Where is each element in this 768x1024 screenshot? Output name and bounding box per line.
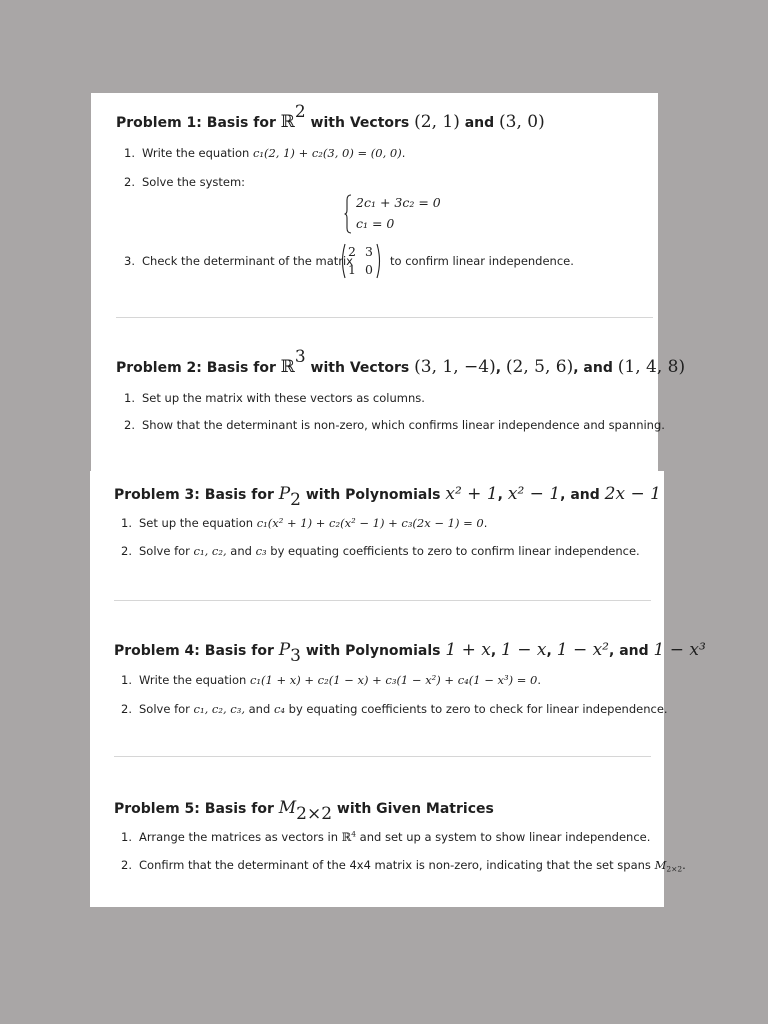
problem-5-step-1: 1. Arrange the matrices as vectors in ℝ$^4$ and set up a system to show linear independence. (121, 829, 651, 844)
problem-1-step-1: 1. Write the equation c₁(2, 1) + c₂(3, 0) = (0, 0). (124, 146, 406, 160)
matrix-cell: 2 (348, 244, 356, 259)
problem-5-heading: Problem 5: Basis for $M_{2\times 2}$ with Given Matrices (114, 798, 494, 824)
left-paren (339, 243, 346, 279)
right-paren (376, 243, 383, 279)
problem-1-step-3-continued: to confirm linear independence. (390, 254, 574, 268)
section-divider (114, 756, 651, 757)
problem-1-heading: Problem 1: Basis for ℝ$^2$ with Vectors (2, 1) and (3, 0) (116, 102, 545, 133)
problem-4-heading: Problem 4: Basis for $P_3$ with Polynomials 1 + x, 1 − x, 1 − x², and 1 − x³ (114, 640, 706, 666)
document-page-top (91, 93, 686, 471)
problem-2-heading: Problem 2: Basis for ℝ$^3$ with Vectors (3, 1, −4), (2, 5, 6), and (1, 4, 8) (116, 347, 686, 378)
equation-line-1: 2c₁ + 3c₂ = 0 (356, 195, 441, 210)
problem-1-step-3: 3. Check the determinant of the matrix (124, 254, 353, 268)
matrix-2x2 (339, 243, 383, 281)
problem-3-step-1: 1. Set up the equation c₁(x² + 1) + c₂(x² − 1) + c₃(2x − 1) = 0. (121, 516, 488, 530)
problem-3-step-2: 2. Solve for c₁, c₂, and c₃ by equating coefficients to zero to confirm linear independence. (121, 544, 640, 558)
problem-2-step-2: 2. Show that the determinant is non-zero, which confirms linear independence and spanning. (124, 418, 665, 432)
matrix-cell: 1 (348, 262, 356, 277)
left-brace (344, 194, 352, 234)
matrix-cell: 0 (365, 262, 373, 277)
problem-4-step-1: 1. Write the equation c₁(1 + x) + c₂(1 − x) + c₃(1 − x²) + c₄(1 − x³) = 0. (121, 673, 542, 687)
document-page-bottom (90, 471, 706, 907)
equation-system (344, 194, 464, 236)
section-divider (116, 317, 653, 318)
section-divider (114, 600, 651, 601)
equation-line-2: c₁ = 0 (356, 216, 395, 231)
problem-2-step-1: 1. Set up the matrix with these vectors as columns. (124, 391, 425, 405)
matrix-cell: 3 (365, 244, 373, 259)
problem-3-heading: Problem 3: Basis for $P_2$ with Polynomials x² + 1, x² − 1, and 2x − 1 (114, 484, 661, 510)
problem-4-step-2: 2. Solve for c₁, c₂, c₃, and c₄ by equating coefficients to zero to check for linear independence. (121, 702, 668, 716)
problem-5-step-2: 2. Confirm that the determinant of the 4x4 matrix is non-zero, indicating that the set spans $M_{2\times 2}$. (121, 858, 686, 874)
problem-1-step-2: 2. Solve the system: (124, 175, 246, 189)
